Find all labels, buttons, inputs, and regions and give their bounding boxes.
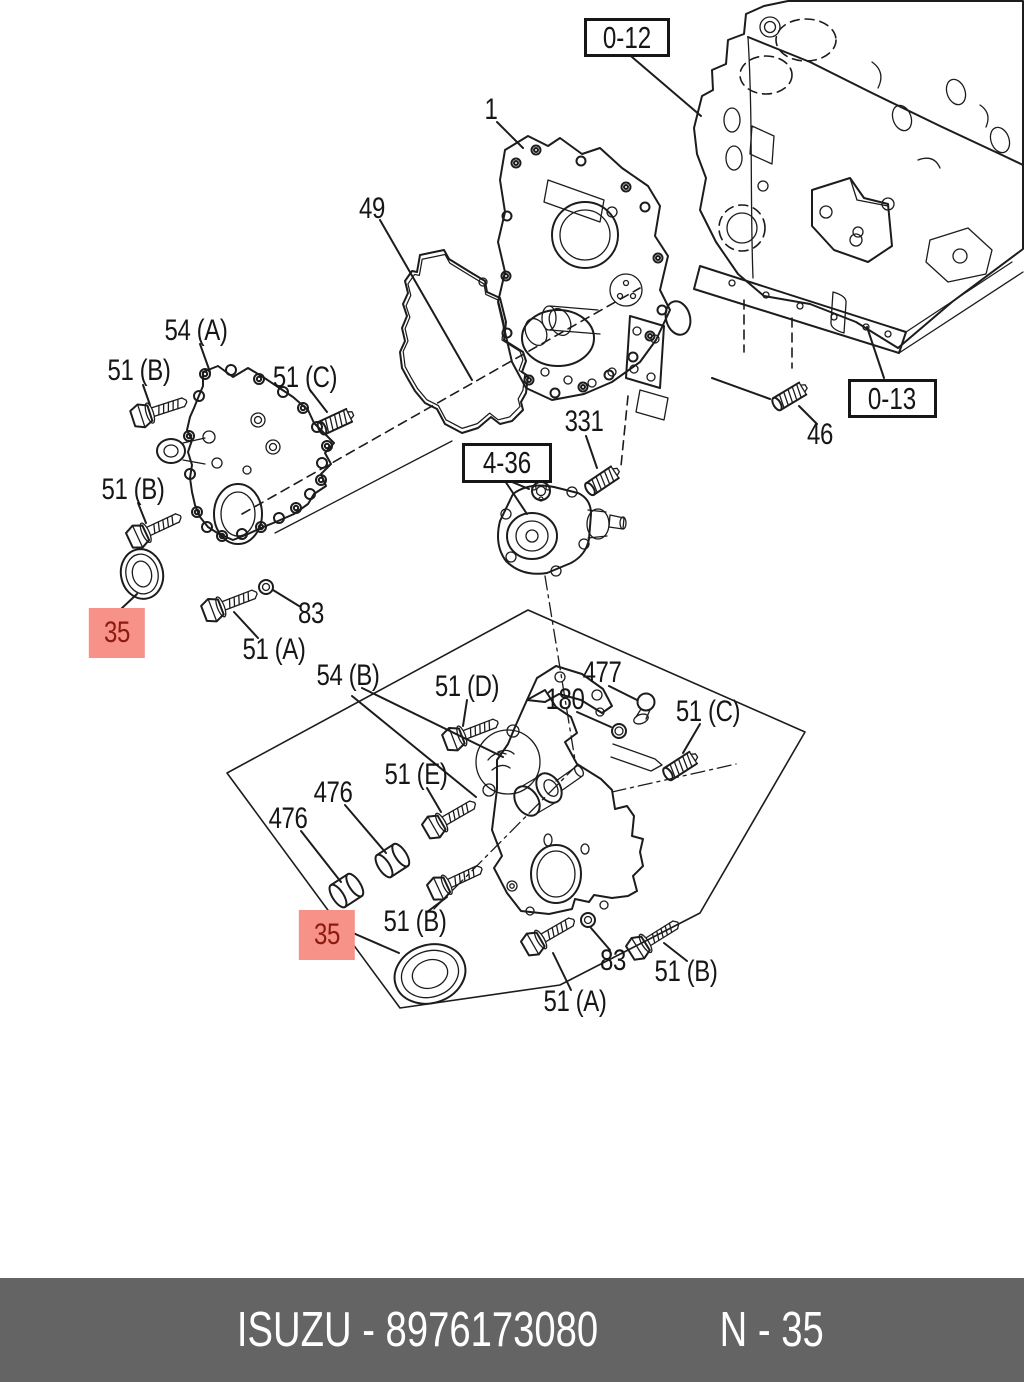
part-label-51b-19: 51 (B): [383, 905, 447, 938]
part-label-477-11: 477: [582, 656, 622, 689]
part-label-51e-16: 51 (E): [384, 758, 448, 791]
part-label-49-1: 49: [359, 192, 385, 225]
bolt-46: [770, 380, 809, 411]
gasket-drawing: [400, 250, 528, 433]
part-label-51b-3: 51 (B): [107, 354, 171, 387]
oil-seal-35-upper: [116, 545, 167, 603]
part-label-180-14: 180: [545, 683, 585, 716]
part-label-83-21: 83: [600, 944, 626, 977]
section-ref-0-12[interactable]: 0-12: [584, 18, 670, 57]
part-label-51d-13: 51 (D): [434, 670, 500, 703]
engine-block-drawing: [626, 1, 1023, 420]
washer-83-upper: [259, 580, 273, 594]
section-ref-0-13[interactable]: 0-13: [848, 379, 937, 418]
gear-case-housing-drawing: [498, 136, 694, 400]
bolt-51e: [420, 793, 481, 842]
part-label-54a-2: 54 (A): [164, 314, 228, 347]
part-label-51b-22: 51 (B): [654, 955, 718, 988]
section-ref-4-36[interactable]: 4-36: [462, 443, 552, 483]
bolt-51d: [441, 711, 502, 754]
bolt-51b-upper-1: [129, 390, 190, 430]
part-label-83-7: 83: [298, 597, 324, 630]
part-label-51b-5: 51 (B): [101, 473, 165, 506]
part-label-35-20: 35: [299, 910, 355, 960]
part-label-54b-12: 54 (B): [316, 659, 380, 692]
oil-seal-35-lower: [387, 935, 473, 1012]
washer-83-lower: [581, 913, 595, 927]
bolt-51b-upper-2: [124, 506, 185, 552]
part-label-35-6: 35: [89, 608, 145, 658]
bushing-476-a: [326, 871, 366, 910]
part-label-51c-4: 51 (C): [272, 361, 338, 394]
part-label-476-17: 476: [313, 776, 353, 809]
part-label-51a-23: 51 (A): [543, 985, 607, 1018]
bolt-51a-upper: [200, 582, 261, 625]
part-label-46-10: 46: [807, 418, 833, 451]
o-ring-180: [612, 724, 626, 738]
footer-page-ref: N - 35: [719, 1303, 824, 1357]
part-label-51c-15: 51 (C): [675, 695, 741, 728]
footer-part-number: ISUZU - 8976173080: [236, 1303, 598, 1357]
bushing-476-b: [372, 841, 412, 880]
part-label-1-0: 1: [484, 93, 498, 126]
part-label-331-9: 331: [564, 405, 604, 438]
bolt-51a-lower: [519, 910, 580, 959]
part-label-51a-8: 51 (A): [242, 633, 306, 666]
stud-331: [583, 464, 622, 497]
footer-bar: [0, 1278, 1024, 1382]
stud-51c-lower: [661, 750, 700, 782]
part-label-476-18: 476: [268, 802, 308, 835]
